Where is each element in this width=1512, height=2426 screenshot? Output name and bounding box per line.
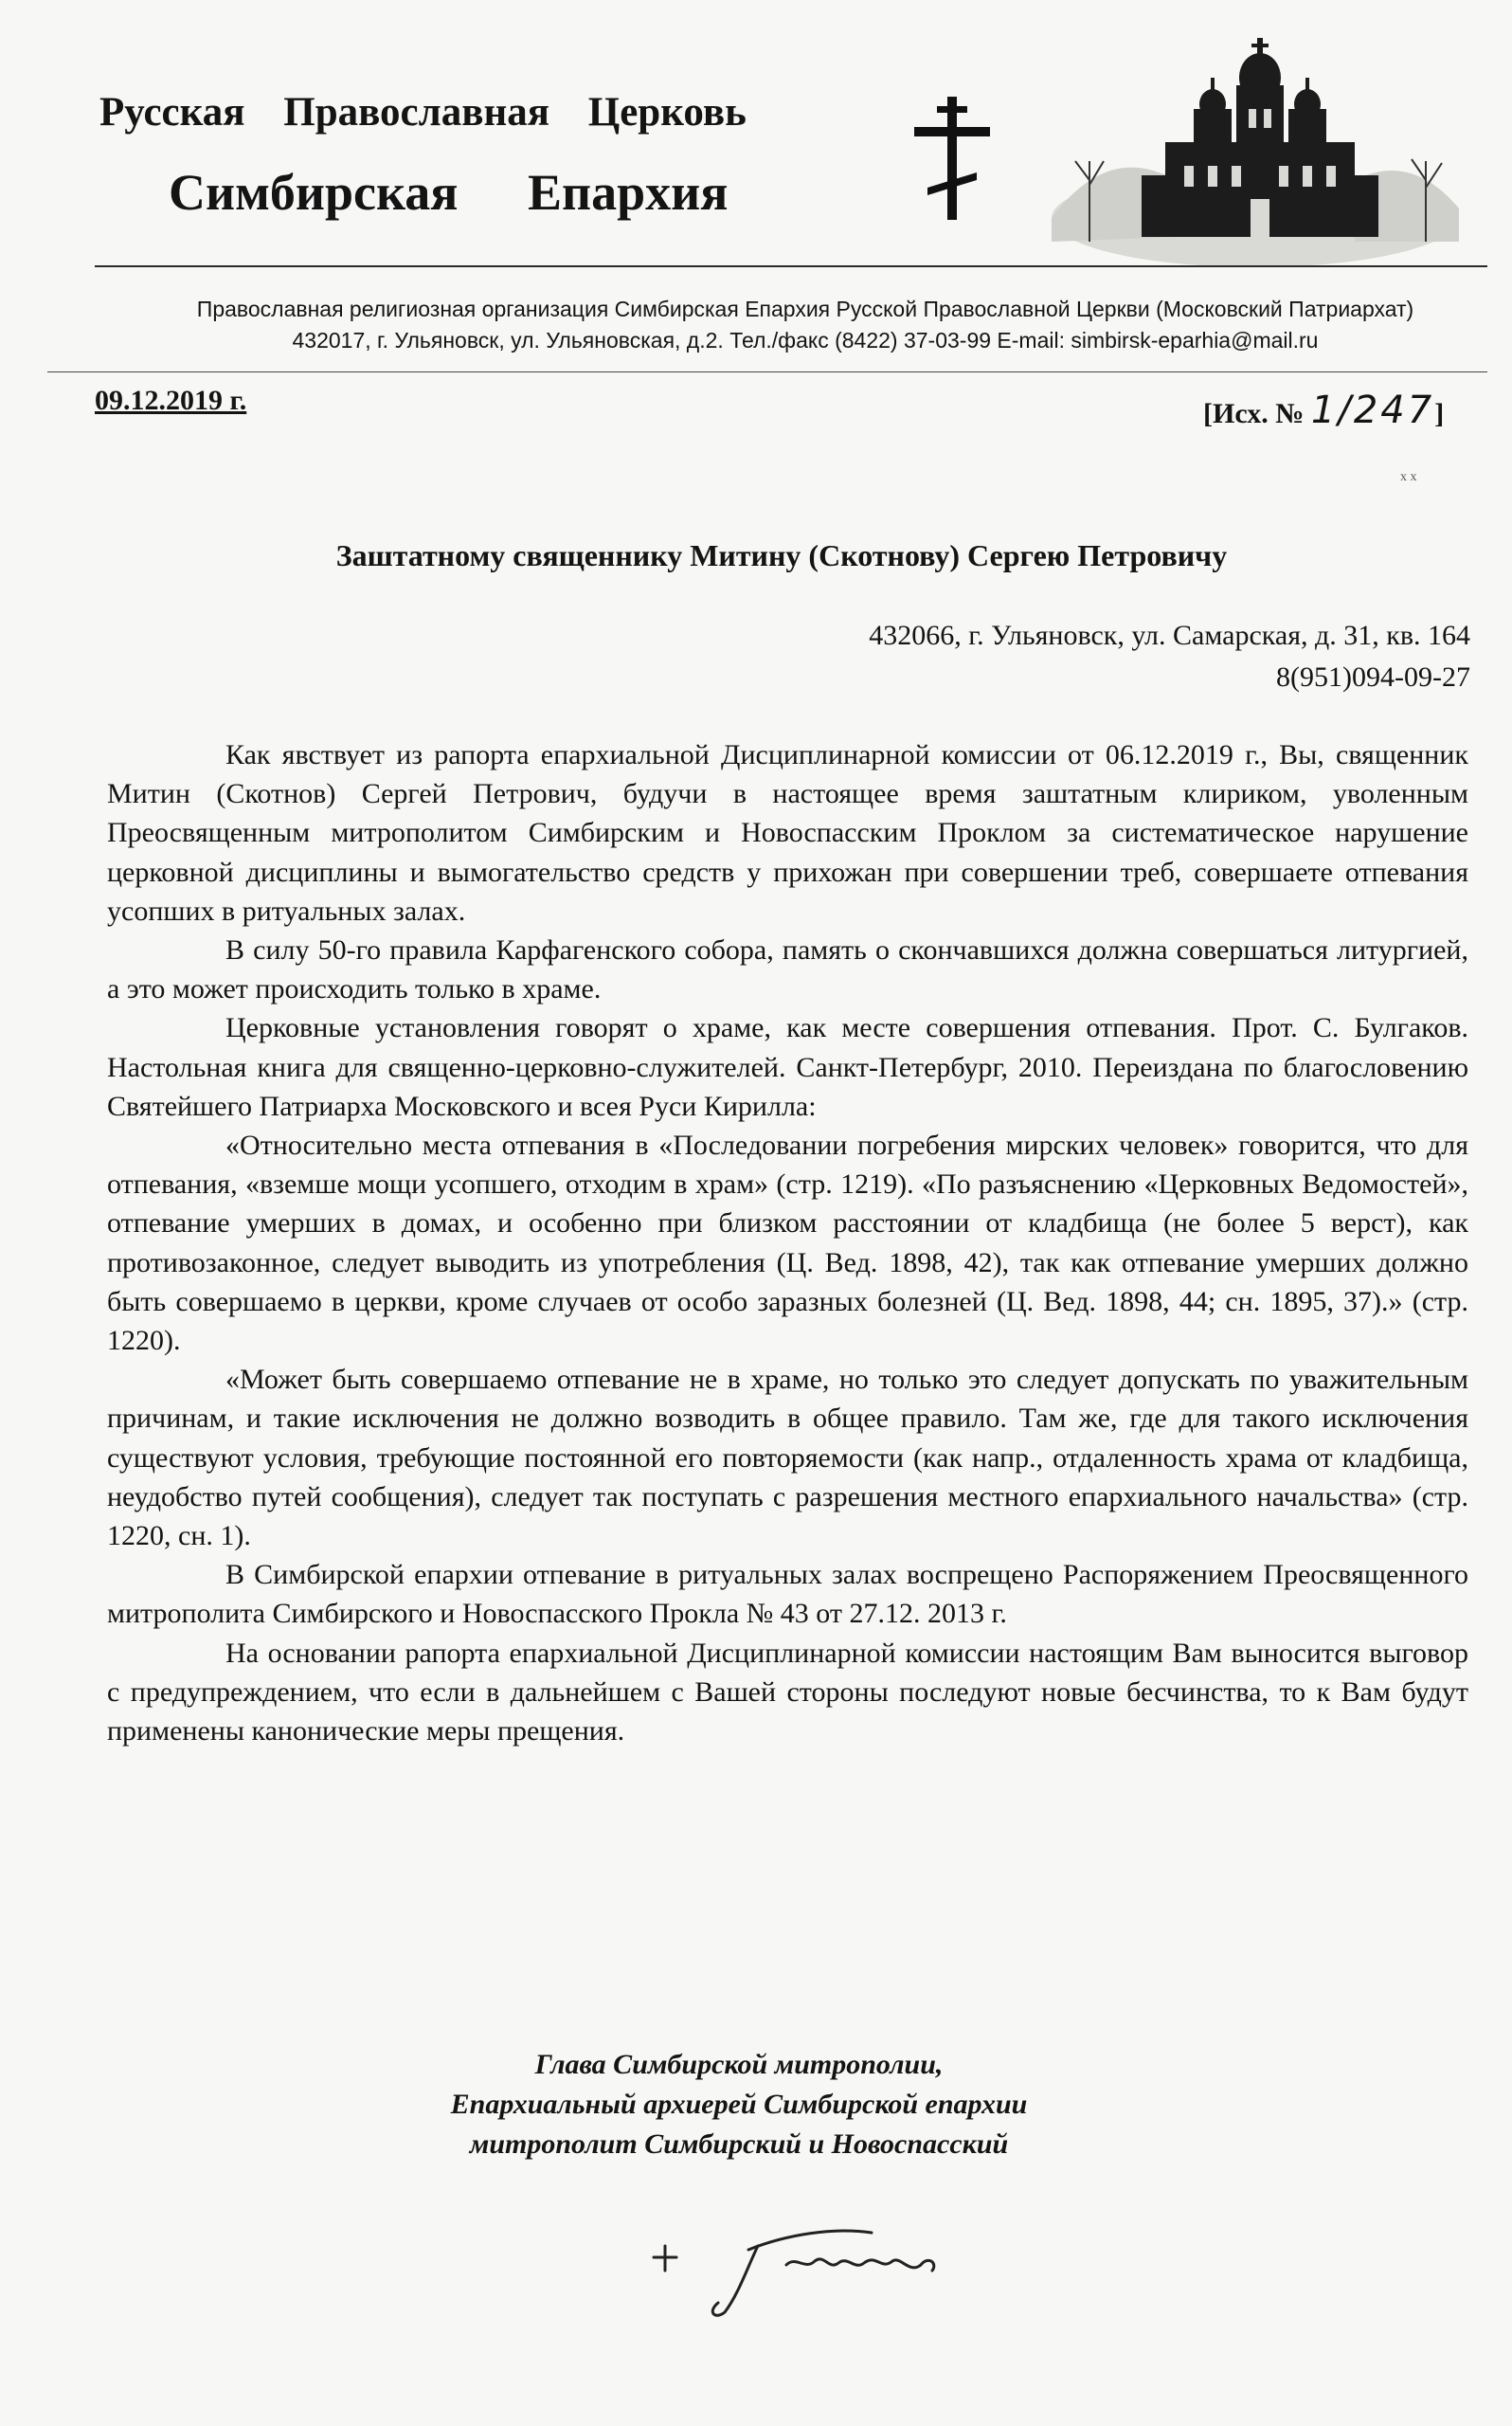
outgoing-number-handwritten: 1/247 [1310,389,1435,432]
body-paragraph: «Может быть совершаемо отпевание не в храме, но только это следует допускать по уважительным причинам, и такие исключения не должно возводить в общее правило. Там же, где для такого исключения существуют условия, требующие постоянной его повторяемости (как напр., отдаленность храма от кладбища, неудобство путей сообщения), следует так поступать с разрешения местного епархиального начальства» (стр. 1220, сн. 1). [107,1364,1468,1552]
cathedral-image [1052,19,1459,265]
signer-title-1: Глава Симбирской митрополии, [534,2049,944,2080]
signer-title-3: митрополит Симбирский и Новоспасский [469,2128,1009,2160]
organization-info [123,294,1487,356]
organization-name: Православная религиозная организация Симбирская Епархия Русской Православной Церкви (Московский Патриархат) [196,297,1414,321]
body-paragraph: На основании рапорта епархиальной Дисциплинарной комиссии настоящим Вам выносится выговор с предупреждением, что если в дальнейшем с Вашей стороны последуют новые бесчинства, то к Вам будут применены канонические меры прещения. [107,1637,1468,1747]
signature-block [95,2045,1383,2164]
margin-marks: x x [1400,470,1417,484]
contacts-rule [47,371,1487,372]
eparchy-name: Симбирская Епархия [169,164,729,221]
letter-body [107,735,1468,1750]
letter-date: 09.12.2019 г. [95,385,247,416]
addressee-phone: 8(951)094-09-27 [1276,661,1470,693]
outgoing-number [1203,389,1444,432]
church-name: Русская Православная Церковь [99,90,747,135]
addressee-title: Заштатному священнику Митину (Скотнову) Сергею Петровичу [335,538,1228,572]
organization-contacts: 432017, г. Ульяновск, ул. Ульяновская, д.2. Тел./факс (8422) 37-03-99 E-mail: simbirsk-eparhia@mail.ru [292,328,1319,353]
body-paragraph: «Относительно места отпевания в «Последовании погребения мирских человек» говорится, что для отпевания, «вземше мощи усопшего, отходим в храм» (стр. 1219). «По разъяснению «Церковных Ведомостей», отпевание умерших в домах, и особенно при близком расстоянии от кладбища (не более 5 верст), как противозаконное, следует выводить из употребления (Ц. Вед. 1898, 42), так как отпевание умерших должно быть совершаемо в церкви, кроме случаев от особо заразных болезней (Ц. Вед. 1898, 44; сн. 1895, 37).» (стр. 1220). [107,1130,1468,1357]
signer-title-2: Епархиальный архиерей Симбирской епархии [450,2089,1028,2120]
body-paragraph: Церковные установления говорят о храме, как месте совершения отпевания. Прот. С. Булгаков. Настольная книга для священно-церковно-служителей. Санкт-Петербург, 2010. Переиздана по благословению Святейшего Патриарха Московского и всея Руси Кирилла: [107,1012,1468,1122]
handwritten-signature [644,2208,985,2322]
addressee-address: 432066, г. Ульяновск, ул. Самарская, д. 31, кв. 164 [869,620,1470,651]
outgoing-close: ] [1434,398,1445,429]
outgoing-label: [Исх. № [1203,398,1305,429]
orthodox-cross-icon [914,97,990,220]
header-rule [95,265,1487,267]
body-paragraph: В Симбирской епархии отпевание в ритуальных залах воспрещено Распоряжением Преосвященного митрополита Симбирского и Новоспасского Прокла № 43 от 27.12. 2013 г. [107,1559,1468,1630]
body-paragraph: В силу 50-го правила Карфагенского собора, память о скончавшихся должна совершаться литургией, а это может происходить только в храме. [107,934,1468,1005]
body-paragraph: Как явствует из рапорта епархиальной Дисциплинарной комиссии от 06.12.2019 г., Вы, священник Митин (Скотнов) Сергей Петрович, будучи в настоящее время заштатным клириком, уволенным Преосвященным митрополитом Симбирским и Новоспасским Проклом за систематическое нарушение церковной дисциплины и вымогательство средств у прихожан при совершении треб, совершаете отпевания усопших в ритуальных залах. [107,739,1468,927]
